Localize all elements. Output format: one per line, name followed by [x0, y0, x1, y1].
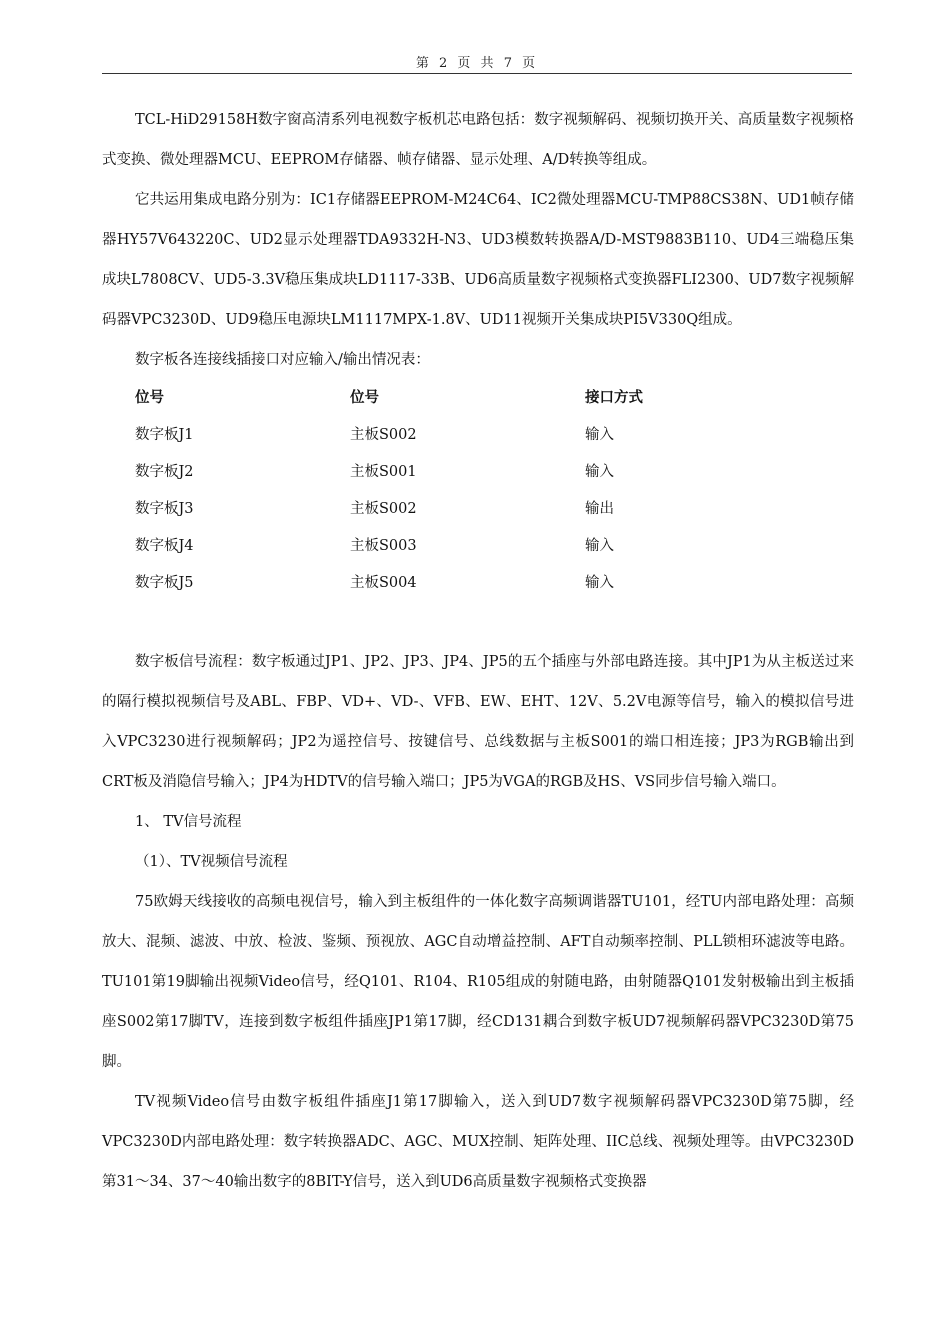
- table-row: [135, 528, 785, 565]
- header-divider: [102, 73, 852, 74]
- tuner-paragraph: 75欧姆天线接收的高频电视信号，输入到主板组件的一体化数字高频调谐器TU101，经TU内部电路处理：高频放大、混频、滤波、中放、检波、鉴频、预视放、AGC自动增益控制、AFT自动频率控制、PLL锁相环滤波等电路。TU101第19脚输出视频Video信号，经Q101、R104、R105组成的射随电路，由射随器Q101发射极输出到主板插座S002第17脚TV，连接到数字板组件插座JP1第17脚，经CD131耦合到数字板UD7视频解码器VPC3230D第75脚。: [102, 894, 854, 1070]
- table-caption: 数字板各连接线插接口对应输入/输出情况表：: [135, 352, 430, 368]
- table-header: 位号: [350, 390, 379, 406]
- table-cell: 数字板J2: [135, 464, 194, 480]
- connector-table: [135, 380, 785, 602]
- table-cell: 主板S002: [350, 501, 417, 517]
- section-heading: 1、 TV信号流程: [135, 814, 242, 830]
- blank-line: [102, 602, 854, 642]
- table-row: [135, 491, 785, 528]
- table-cell: 输出: [585, 501, 614, 517]
- intro-paragraph: TCL-HiD29158H数字窗高清系列电视数字板机芯电路包括：数字视频解码、视频切换开关、高质量数字视频格式变换、微处理器MCU、EEPROM存储器、帧存储器、显示处理、A/D转换等组成。: [102, 112, 854, 168]
- table-cell: 输入: [585, 538, 614, 554]
- table-cell: 数字板J5: [135, 575, 194, 591]
- table-cell: 主板S004: [350, 575, 417, 591]
- table-cell: 输入: [585, 575, 614, 591]
- table-row: [135, 454, 785, 491]
- table-header: 接口方式: [585, 390, 643, 406]
- table-cell: 主板S001: [350, 464, 417, 480]
- table-cell: 主板S002: [350, 427, 417, 443]
- video-decode-paragraph: TV视频Video信号由数字板组件插座J1第17脚输入，送入到UD7数字视频解码器VPC3230D第75脚，经VPC3230D内部电路处理：数字转换器ADC、AGC、MUX控制、矩阵处理、IIC总线、视频处理等。由VPC3230D第31～34、37～40输出数字的8BIT-Y信号，送入到UD6高质量数字视频格式变换器: [102, 1094, 854, 1190]
- document-body: [102, 100, 854, 1202]
- ic-list-paragraph: 它共运用集成电路分别为：IC1存储器EEPROM-M24C64、IC2微处理器MCU-TMP88CS38N、UD1帧存储器HY57V643220C、UD2显示处理器TDA9332H-N3、UD3模数转换器A/D-MST9883B110、UD4三端稳压集成块L7808CV、UD5-3.3V稳压集成块LD1117-33B、UD6高质量数字视频格式变换器FLI2300、UD7数字视频解码器VPC3230D、UD9稳压电源块LM1117MPX-1.8V、UD11视频开关集成块PI5V330Q组成。: [102, 192, 854, 328]
- page-header: 第 2 页 共 7 页: [415, 56, 539, 71]
- table-cell: 输入: [585, 427, 614, 443]
- table-header: 位号: [135, 390, 164, 406]
- table-cell: 数字板J1: [135, 427, 194, 443]
- table-cell: 数字板J3: [135, 501, 194, 517]
- table-header-row: [135, 380, 785, 417]
- subsection-heading: （1）、TV视频信号流程: [135, 854, 288, 870]
- table-row: [135, 565, 785, 602]
- table-cell: 数字板J4: [135, 538, 194, 554]
- table-cell: 输入: [585, 464, 614, 480]
- signal-flow-paragraph: 数字板信号流程：数字板通过JP1、JP2、JP3、JP4、JP5的五个插座与外部电路连接。其中JP1为从主板送过来的隔行模拟视频信号及ABL、FBP、VD+、VD-、VFB、EW、EHT、12V、5.2V电源等信号，输入的模拟信号进入VPC3230进行视频解码；JP2为遥控信号、按键信号、总线数据与主板S001的端口相连接；JP3为RGB输出到CRT板及消隐信号输入；JP4为HDTV的信号输入端口；JP5为VGA的RGB及HS、VS同步信号输入端口。: [102, 654, 854, 790]
- table-row: [135, 417, 785, 454]
- table-cell: 主板S003: [350, 538, 417, 554]
